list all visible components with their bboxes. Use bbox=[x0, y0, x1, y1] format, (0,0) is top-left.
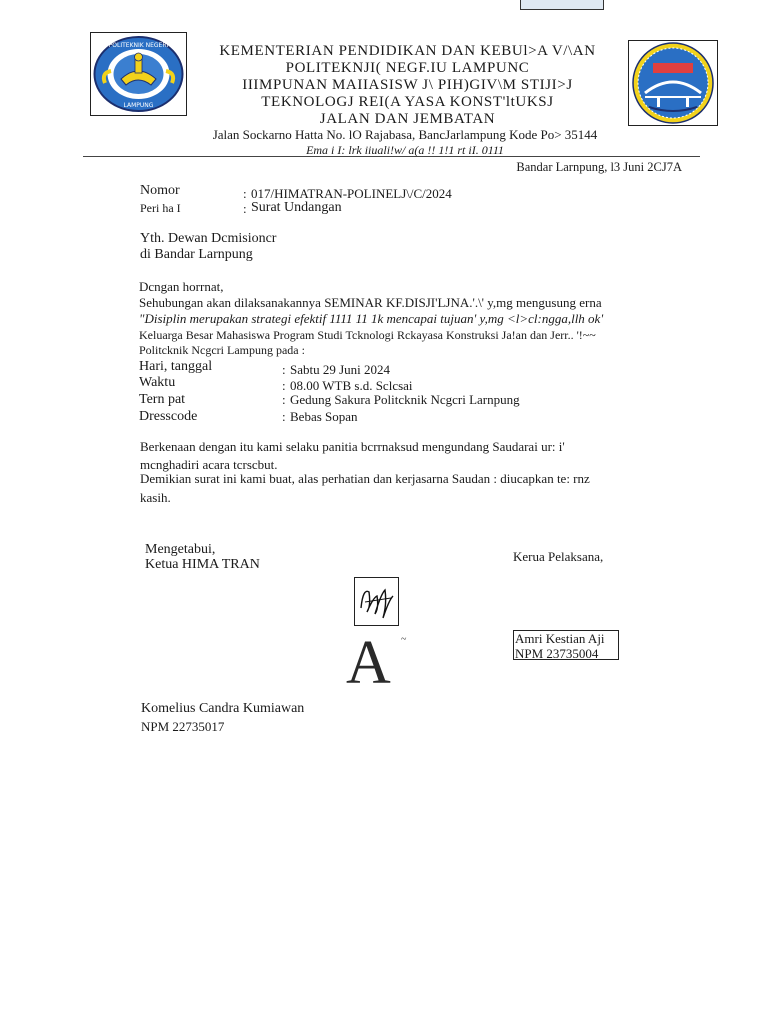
paragraph-3-line-1: Demikian surat ini kami buat, alas perhatian dan kerjasarna Saudan : diucapkan te: rnz bbox=[140, 471, 590, 486]
event-value-place: Gedung Sakura Politcknik Ncgcri Larnpung bbox=[290, 392, 520, 407]
signature-left-npm: NPM 22735017 bbox=[141, 719, 225, 734]
polinela-logo bbox=[91, 33, 186, 115]
paragraph-1-line-2: "Disiplin merupakan strategi efektif 1111 11 1k mencapai tujuan' y,mg <l>cl:ngga,llh ok' bbox=[139, 311, 604, 326]
signature-left-title-1: Mengetabui, bbox=[145, 542, 216, 557]
recipient-line-2: di Bandar Larnpung bbox=[140, 247, 253, 262]
letterhead-address: Jalan Sockarno Hatta No. lO Rajabasa, BancJarlampung Kode Po> 35144 bbox=[212, 127, 598, 142]
paragraph-1-line-3: Keluarga Besar Mahasiswa Program Studi Tcknologi Rckayasa Konstruksi Ja!an dan Jerr.. '!~~ bbox=[139, 328, 596, 342]
letterhead-line-3: IIIMPUNAN MAIIASISW J\ PIH)GIV\M STIJI>J bbox=[242, 77, 573, 93]
event-label-dresscode: Dresscode bbox=[139, 409, 198, 424]
left-logo-text-bottom: LAMPUNG bbox=[123, 102, 154, 109]
stamp-letter: A bbox=[346, 629, 391, 697]
event-colon-time: : bbox=[282, 378, 286, 393]
left-logo-frame bbox=[90, 32, 187, 116]
signature-handwritten bbox=[354, 577, 399, 626]
event-colon-dresscode: : bbox=[282, 409, 286, 424]
event-colon-date: : bbox=[282, 362, 286, 377]
paragraph-2-line-2: mcnghadiri acara tcrscbut. bbox=[140, 457, 278, 472]
event-value-date: Sabtu 29 Juni 2024 bbox=[290, 362, 391, 377]
letterhead-line-1: KEMENTERIAN PENDIDIKAN DAN KEBUl>A V/\AN bbox=[219, 43, 596, 59]
perihal-colon: : bbox=[243, 201, 247, 216]
event-label-date: Hari, tanggal bbox=[139, 359, 213, 374]
perihal-label: Peri ha I bbox=[140, 201, 181, 215]
event-label-place: Tern pat bbox=[139, 392, 186, 407]
letterhead-line-4: TEKNOLOGJ REI(A YASA KONST'ltUKSJ bbox=[261, 94, 554, 110]
top-cropped-image bbox=[520, 0, 604, 10]
event-value-time: 08.00 WTB s.d. Sclcsai bbox=[290, 378, 413, 393]
signature-right-title: Kerua Pelaksana, bbox=[513, 549, 604, 564]
nomor-label: Nomor bbox=[140, 183, 180, 198]
paragraph-2-line-1: Berkenaan dengan itu kami selaku panitia bcrrnaksud mengundang Saudarai ur: i' bbox=[140, 439, 565, 454]
letterhead-title bbox=[190, 43, 625, 128]
perihal-value: Surat Undangan bbox=[251, 200, 342, 215]
event-label-time: Waktu bbox=[139, 375, 176, 390]
signature-right-name: Amri Kestian Aji bbox=[515, 631, 605, 646]
letterhead-line-5: JALAN DAN JEMBATAN bbox=[319, 111, 496, 127]
paragraph-1-line-4: Politcknik Ncgcri Lampung pada : bbox=[139, 343, 305, 357]
signature-left-title-2: Ketua HIMA TRAN bbox=[145, 557, 260, 572]
signature-left-name: Komelius Candra Kumiawan bbox=[141, 701, 305, 716]
letterhead-email: Ema i I: lrk iiuali!w/ a(a !! 1!1 rt iI. 0111 bbox=[306, 143, 504, 157]
signature-scribble-icon bbox=[355, 578, 398, 625]
right-logo-frame bbox=[628, 40, 718, 126]
stamp-tilde: ~ bbox=[401, 634, 407, 645]
paragraph-1-line-1: Sehubungan akan dilaksanakannya SEMINAR KF.DISJI'LJNA.'.\' y,mg mengusung erna bbox=[139, 295, 602, 310]
himatran-logo bbox=[629, 41, 717, 125]
signature-right-npm: NPM 23735004 bbox=[515, 646, 599, 661]
nomor-colon: : bbox=[243, 186, 247, 201]
greeting: Dcngan horrnat, bbox=[139, 279, 224, 294]
recipient-line-1: Yth. Dewan Dcmisioncr bbox=[140, 231, 277, 246]
nomor-value: 017/HIMATRAN-POLINELJ\/C/2024 bbox=[251, 186, 452, 201]
letter-date: Bandar Larnpung, l3 Juni 2CJ7A bbox=[516, 160, 682, 174]
event-value-dresscode: Bebas Sopan bbox=[290, 409, 358, 424]
letterhead-divider bbox=[83, 156, 700, 157]
event-colon-place: : bbox=[282, 392, 286, 407]
signature-right-name-box bbox=[513, 630, 619, 660]
paragraph-3-line-2: kasih. bbox=[140, 490, 171, 505]
left-logo-text-top: POLITEKNIK NEGERI bbox=[108, 42, 169, 49]
letterhead-line-2: POLITEKNJI( NEGF.IU LAMPUNC bbox=[285, 60, 530, 76]
